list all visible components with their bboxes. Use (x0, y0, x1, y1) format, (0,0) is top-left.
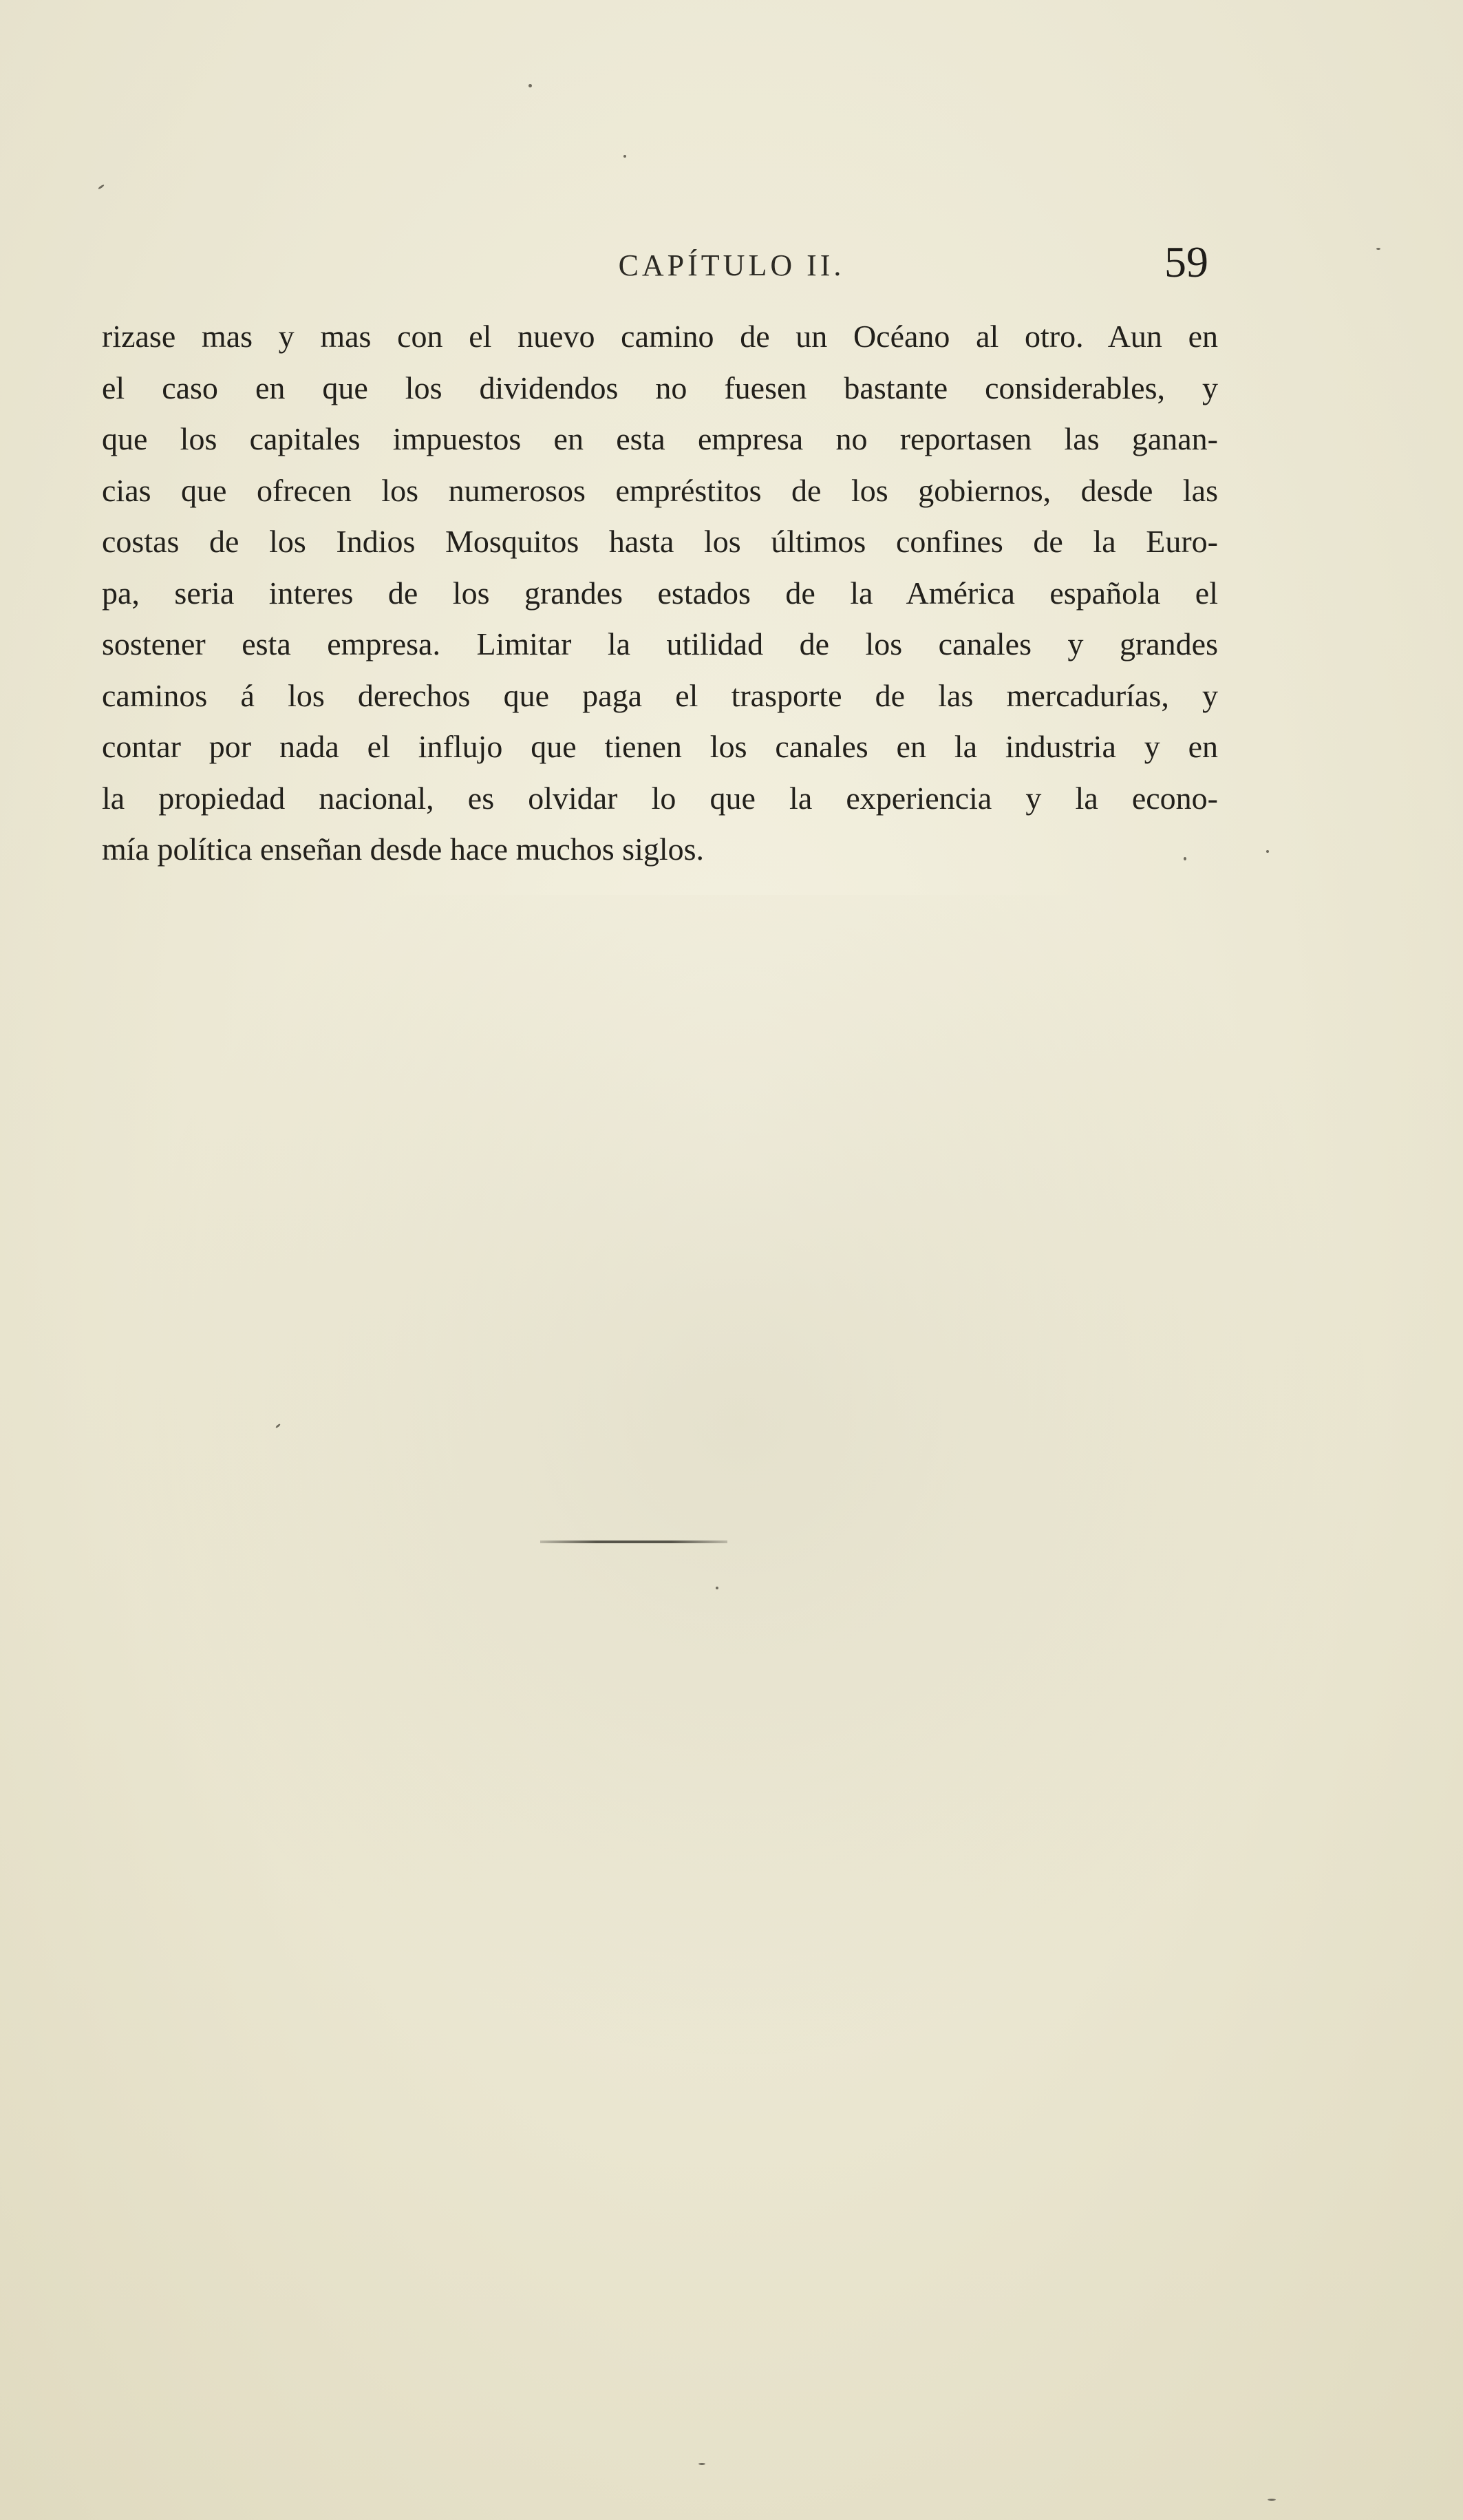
text-line: el caso en que los dividendos no fuesen bastante considerables, y (102, 370, 1218, 405)
paper-speck (623, 155, 626, 158)
text-line: costas de los Indios Mosquitos hasta los últimos confines de la Euro- (102, 524, 1218, 559)
page-number: 59 (1164, 237, 1208, 286)
paper-speck (1376, 248, 1380, 250)
text-line: mía política enseñan desde hace muchos siglos. (102, 832, 705, 867)
paper-speck (716, 1587, 718, 1589)
text-line: rizase mas y mas con el nuevo camino de un Océano al otro. Aun en (102, 319, 1218, 354)
running-head: CAPÍTULO II. (618, 248, 845, 282)
paper-speck (528, 84, 532, 87)
show-through-bleed (103, 895, 1376, 2065)
text-line: contar por nada el influjo que tienen los canales en la industria y en (102, 729, 1218, 764)
paper-speck (698, 2463, 705, 2465)
text-line: pa, seria interes de los grandes estados de la América española el (102, 575, 1218, 611)
text-line: caminos á los derechos que paga el trasporte de las mercadurías, y (102, 677, 1218, 713)
text-line: cias que ofrecen los numerosos empréstitos de los gobiernos, desde las (102, 472, 1218, 508)
page-header (0, 234, 1463, 303)
section-divider-rule (540, 1540, 727, 1543)
text-line: sostener esta empresa. Limitar la utilidad de los canales y grandes (102, 626, 1218, 661)
paper-speck (98, 184, 105, 189)
text-line: la propiedad nacional, es olvidar lo que la experiencia y la econo- (102, 780, 1218, 816)
paper-speck (1266, 850, 1269, 853)
paper-speck (1184, 857, 1186, 860)
body-paragraph (102, 311, 1218, 876)
text-line: que los capitales impuestos en esta empresa no reportasen las ganan- (102, 421, 1218, 456)
paper-speck (1268, 2499, 1276, 2501)
